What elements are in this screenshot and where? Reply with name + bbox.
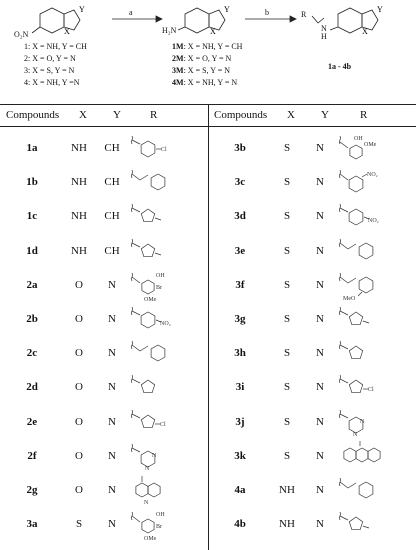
amine-formula: X = NH, Y = N [187, 78, 238, 87]
starting-material-id: 1 [24, 42, 28, 51]
amine-id: 2M [172, 54, 184, 63]
starting-material-formula: X = S, Y = N [32, 66, 75, 75]
compound-id: 2a [26, 278, 38, 291]
y-value: CH [104, 210, 120, 223]
r-group-structure [338, 166, 394, 205]
x-value: NH [71, 176, 87, 189]
x-value: NH [71, 142, 87, 154]
left-header-compounds: Compounds [6, 109, 60, 121]
r-group-structure [130, 440, 186, 479]
r-group-structure [338, 440, 394, 479]
reaction-scheme [0, 0, 416, 100]
svg-text:NO₂: NO₂ [368, 218, 379, 225]
separator: : [183, 42, 188, 51]
compound-id: 3c [234, 176, 246, 189]
y-value: N [316, 484, 324, 496]
r-group-structure [338, 269, 394, 308]
nitro-group-label: O₂N [14, 30, 29, 39]
svg-text:NO₂: NO₂ [367, 172, 378, 179]
r-group-structure [338, 235, 394, 274]
svg-text:Cl: Cl [161, 147, 167, 153]
x-value: S [283, 415, 291, 428]
x-value: S [283, 176, 291, 189]
amine-item [172, 78, 237, 87]
y-value: CH [104, 176, 120, 189]
separator: : [183, 66, 188, 75]
y-value: N [316, 313, 324, 325]
product-n-label: N [321, 24, 327, 33]
starting-material-formula: X = NH, Y =N [32, 78, 80, 87]
compound-id: 3j [235, 415, 245, 428]
compound-id: 1c [26, 210, 38, 223]
y-value: N [108, 518, 116, 531]
r-group-structure [338, 337, 394, 376]
y-value: N [108, 278, 116, 291]
svg-text:OMe: OMe [364, 142, 377, 148]
r-group-structure [338, 132, 394, 171]
r-group-structure [338, 474, 394, 513]
r-group-structure [130, 269, 186, 308]
svg-text:N: N [353, 431, 358, 438]
starting-material-item [24, 66, 74, 75]
svg-text:Br: Br [156, 284, 162, 291]
r-group-structure [130, 337, 186, 376]
x-value: O [75, 449, 83, 462]
svg-text:X: X [210, 27, 216, 36]
amine-formula: X = S, Y = N [187, 66, 231, 75]
svg-text:OMe: OMe [144, 296, 157, 303]
compound-id: 3f [235, 278, 245, 291]
compound-id: 2d [26, 381, 38, 394]
starting-material-id: 2 [24, 54, 28, 63]
y-value: N [316, 176, 324, 189]
r-group-structure [130, 406, 186, 445]
r-group-structure [338, 406, 394, 445]
separator: : [28, 66, 33, 75]
compound-id: 2c [26, 347, 38, 360]
y-value: N [316, 278, 324, 291]
left-header-r: R [150, 109, 158, 121]
amine-item [172, 66, 230, 75]
x-value: S [283, 347, 291, 360]
compound-id: 2g [26, 484, 38, 496]
r-group-structure [130, 132, 186, 171]
compound-id: 2e [26, 415, 38, 428]
svg-text:N: N [152, 452, 157, 459]
amine-formula: X = NH, Y = CH [187, 42, 243, 51]
y-value: N [316, 415, 324, 428]
y-value: N [316, 142, 324, 154]
x-value: O [75, 347, 83, 360]
svg-text:OH: OH [156, 272, 165, 279]
product-r-label: R [301, 10, 307, 19]
compound-id: 3i [235, 381, 245, 394]
x-value: NH [279, 518, 295, 531]
svg-text:Y: Y [224, 5, 230, 14]
x-value: S [283, 142, 291, 154]
svg-text:OH: OH [156, 512, 165, 519]
x-value: NH [71, 244, 87, 257]
column-divider [208, 105, 209, 550]
starting-material-formula: X = O, Y = N [32, 54, 76, 63]
r-group-structure [130, 303, 186, 342]
svg-text:Cl: Cl [160, 421, 166, 428]
starting-material-item [24, 78, 80, 87]
x-value: O [75, 415, 83, 428]
separator: : [28, 42, 33, 51]
amine-id: 1M [172, 42, 184, 51]
y-value: N [108, 415, 116, 428]
reagent-a-label: a [129, 8, 133, 17]
r-group-structure [338, 371, 394, 410]
compound-id: 3h [234, 347, 246, 360]
scheme-structures [0, 0, 416, 60]
x-value: S [283, 244, 291, 257]
x-value: S [283, 381, 291, 394]
amine-formula: X = O, Y = N [187, 54, 232, 63]
right-header-r: R [360, 109, 368, 121]
y-value: N [108, 381, 116, 394]
starting-material-id: 3 [24, 66, 28, 75]
r-group-structure [130, 508, 186, 547]
amine-item [172, 42, 242, 51]
left-header-x: X [79, 109, 87, 121]
svg-text:Cl: Cl [368, 387, 374, 394]
products-range-label: 1a - 4b [328, 62, 352, 71]
svg-text:MeO: MeO [343, 295, 356, 302]
y-value: N [108, 449, 116, 462]
x-value: S [283, 313, 291, 325]
compound-id: 2b [26, 313, 38, 325]
amine-id: 3M [172, 66, 184, 75]
compound-id: 4a [234, 484, 246, 496]
svg-text:OH: OH [354, 136, 363, 142]
y-value: N [108, 347, 116, 360]
svg-text:X: X [362, 27, 368, 36]
right-header-compounds: Compounds [214, 109, 268, 121]
amine-group-label: H₂N [162, 26, 177, 35]
compound-id: 3e [234, 244, 246, 257]
x-value: S [283, 210, 291, 223]
compound-id: 3d [234, 210, 246, 223]
svg-text:N: N [144, 500, 149, 506]
reagent-b-label: b [265, 8, 269, 17]
svg-text:Y: Y [79, 5, 85, 14]
y-value: N [316, 518, 324, 531]
r-group-structure [130, 371, 186, 410]
svg-text:X: X [64, 27, 70, 36]
product-h-label: H [321, 32, 327, 41]
svg-text:Br: Br [156, 524, 162, 531]
starting-material-formula: X = NH, Y = CH [32, 42, 87, 51]
starting-material-item [24, 42, 87, 51]
right-header-y: Y [321, 109, 329, 121]
y-value: N [316, 347, 324, 360]
separator: : [183, 78, 188, 87]
svg-text:NO₂: NO₂ [160, 321, 171, 327]
r-group-structure [130, 166, 186, 205]
svg-text:N: N [360, 418, 365, 425]
left-header-y: Y [113, 109, 121, 121]
r-group-structure [338, 508, 394, 547]
x-value: O [75, 381, 83, 394]
separator: : [28, 54, 33, 63]
amine-id: 4M [172, 78, 184, 87]
amine-item [172, 54, 231, 63]
x-value: NH [279, 484, 295, 496]
x-value: O [75, 313, 83, 325]
y-value: N [316, 244, 324, 257]
y-value: N [108, 313, 116, 325]
x-value: O [75, 484, 83, 496]
svg-text:Y: Y [377, 5, 383, 14]
y-value: N [316, 210, 324, 223]
x-value: S [283, 449, 291, 462]
right-header-x: X [287, 109, 295, 121]
y-value: CH [104, 244, 120, 257]
compound-id: 3a [26, 518, 38, 531]
x-value: O [75, 278, 83, 291]
compound-id: 1a [26, 142, 38, 154]
compound-id: 1b [26, 176, 38, 189]
starting-material-id: 4 [24, 78, 28, 87]
compound-id: 4b [234, 518, 246, 531]
y-value: N [316, 381, 324, 394]
x-value: NH [71, 210, 87, 223]
separator: : [183, 54, 188, 63]
svg-text:N: N [145, 465, 150, 472]
compound-id: 2f [27, 449, 37, 462]
compound-id: 3k [234, 449, 246, 462]
y-value: N [108, 484, 116, 496]
r-group-structure [338, 200, 394, 239]
y-value: N [316, 449, 324, 462]
r-group-structure [130, 235, 186, 274]
compound-id: 1d [26, 244, 38, 257]
compound-id: 3b [234, 142, 246, 154]
x-value: S [283, 278, 291, 291]
r-group-structure [130, 200, 186, 239]
x-value: S [75, 518, 83, 531]
compound-id: 3g [234, 313, 246, 325]
y-value: CH [104, 142, 120, 154]
svg-text:OMe: OMe [144, 536, 157, 543]
r-group-structure [338, 303, 394, 342]
starting-material-item [24, 54, 76, 63]
separator: : [28, 78, 33, 87]
r-group-structure [130, 474, 186, 513]
